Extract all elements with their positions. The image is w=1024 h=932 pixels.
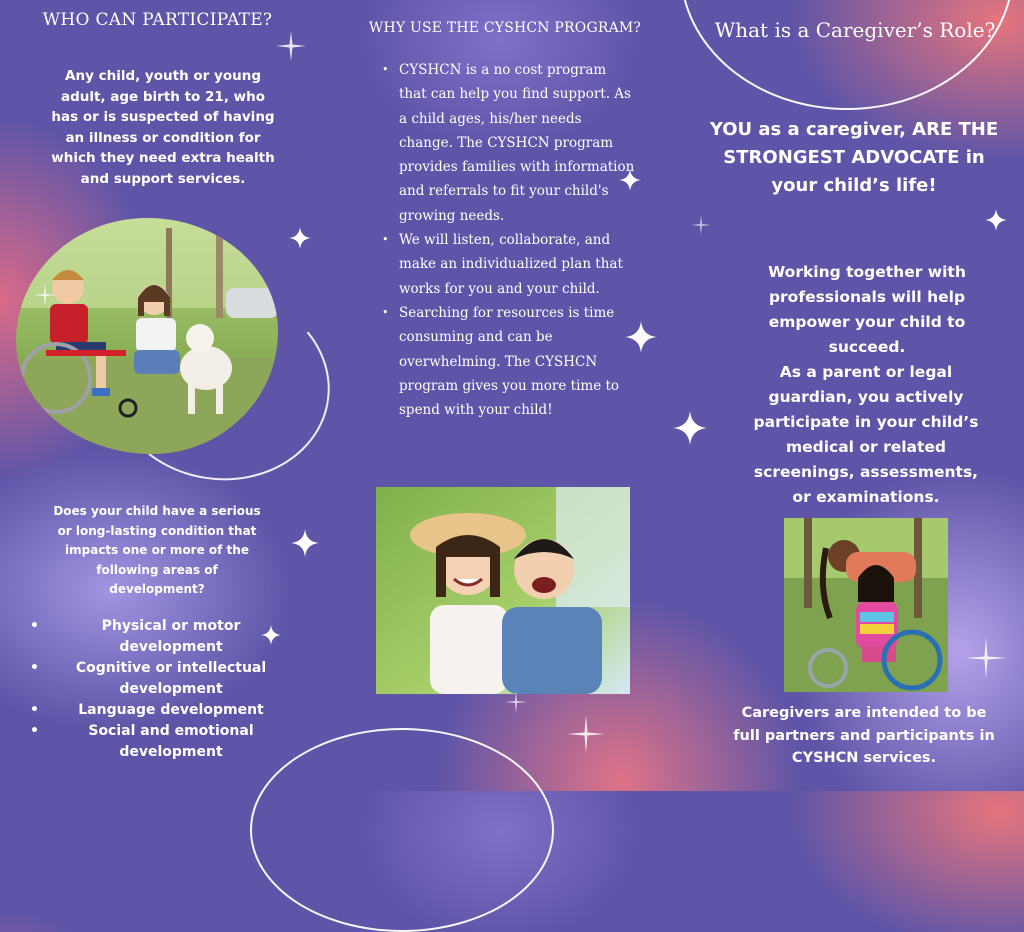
- sparkle-icon: [672, 410, 708, 446]
- list-item: • CYSHCN is a no cost program that can help you find support. As a child ages, his/her needs change. The CYSHCN program provides families with information and referrals to fit your child's growing needs.: [380, 58, 636, 228]
- laughing-kids-photo: [376, 487, 630, 694]
- sparkle-icon: [984, 208, 1008, 232]
- sparkle-icon: [288, 226, 312, 250]
- decorative-circle: [680, 0, 1014, 110]
- sparkle-icon: [690, 214, 712, 236]
- sparkle-icon: [964, 636, 1008, 680]
- child-wheelchair-illustration: [16, 218, 278, 454]
- bullet: •: [30, 660, 39, 676]
- bullet: •: [382, 63, 389, 76]
- caregivers-partners-text: Caregivers are intended to be full partners and participants in CYSHCN services.: [733, 705, 995, 766]
- bullet: •: [30, 618, 39, 634]
- sparkle-icon: [504, 690, 528, 714]
- why-use-program-heading: WHY USE THE CYSHCN PROGRAM?: [368, 20, 642, 36]
- list-item: • Language development: [28, 700, 298, 721]
- caregiver-wheelchair-photo: [784, 518, 948, 692]
- working-together-text: Working together with professionals will help empower your child to succeed.: [768, 263, 966, 356]
- development-question: Does your child have a serious or long-lasting condition that impacts one or more of the following areas of development?: [53, 504, 261, 596]
- bullet: •: [382, 233, 389, 247]
- sparkle-icon: [275, 30, 307, 62]
- strongest-advocate-text: YOU as a caregiver, ARE THE STRONGEST ADVOCATE in your child’s life!: [709, 119, 999, 196]
- caregiver-role-heading: What is a Caregiver’s Role?: [714, 18, 996, 42]
- program-reasons-list: [380, 58, 636, 422]
- caregiver-wheelchair-illustration: [784, 518, 948, 692]
- sparkle-icon: [624, 320, 658, 354]
- bullet: •: [30, 723, 39, 739]
- list-item: • Social and emotional development: [30, 723, 254, 760]
- eligibility-text: Any child, youth or young adult, age birth to 21, who has or is suspected of having an illness or condition for which they need extra health and support services.: [51, 68, 275, 187]
- bullet: •: [382, 305, 389, 319]
- list-item: • Searching for resources is time consuming and can be overwhelming. The CYSHCN program gives you more time to spend with your child!: [380, 301, 636, 422]
- sparkle-icon: [566, 714, 606, 754]
- sparkle-icon: [290, 528, 320, 558]
- list-item: • Cognitive or intellectual development: [30, 660, 267, 697]
- sparkle-icon: [618, 168, 642, 192]
- laughing-kids-illustration: [376, 487, 630, 694]
- parent-guardian-text: As a parent or legal guardian, you actively participate in your child’s medical or related screenings, assessments, or examinations.: [753, 363, 979, 506]
- bullet: •: [30, 702, 39, 718]
- child-wheelchair-photo: [16, 218, 278, 454]
- sparkle-icon: [32, 282, 58, 308]
- decorative-arc: [250, 728, 554, 932]
- list-item: • Physical or motor development: [30, 618, 241, 655]
- sparkle-icon: [260, 624, 282, 646]
- development-areas-list: [28, 616, 298, 763]
- list-item: • We will listen, collaborate, and make an individualized plan that works for you and your child.: [380, 228, 636, 301]
- who-can-participate-heading: WHO CAN PARTICIPATE?: [42, 10, 273, 30]
